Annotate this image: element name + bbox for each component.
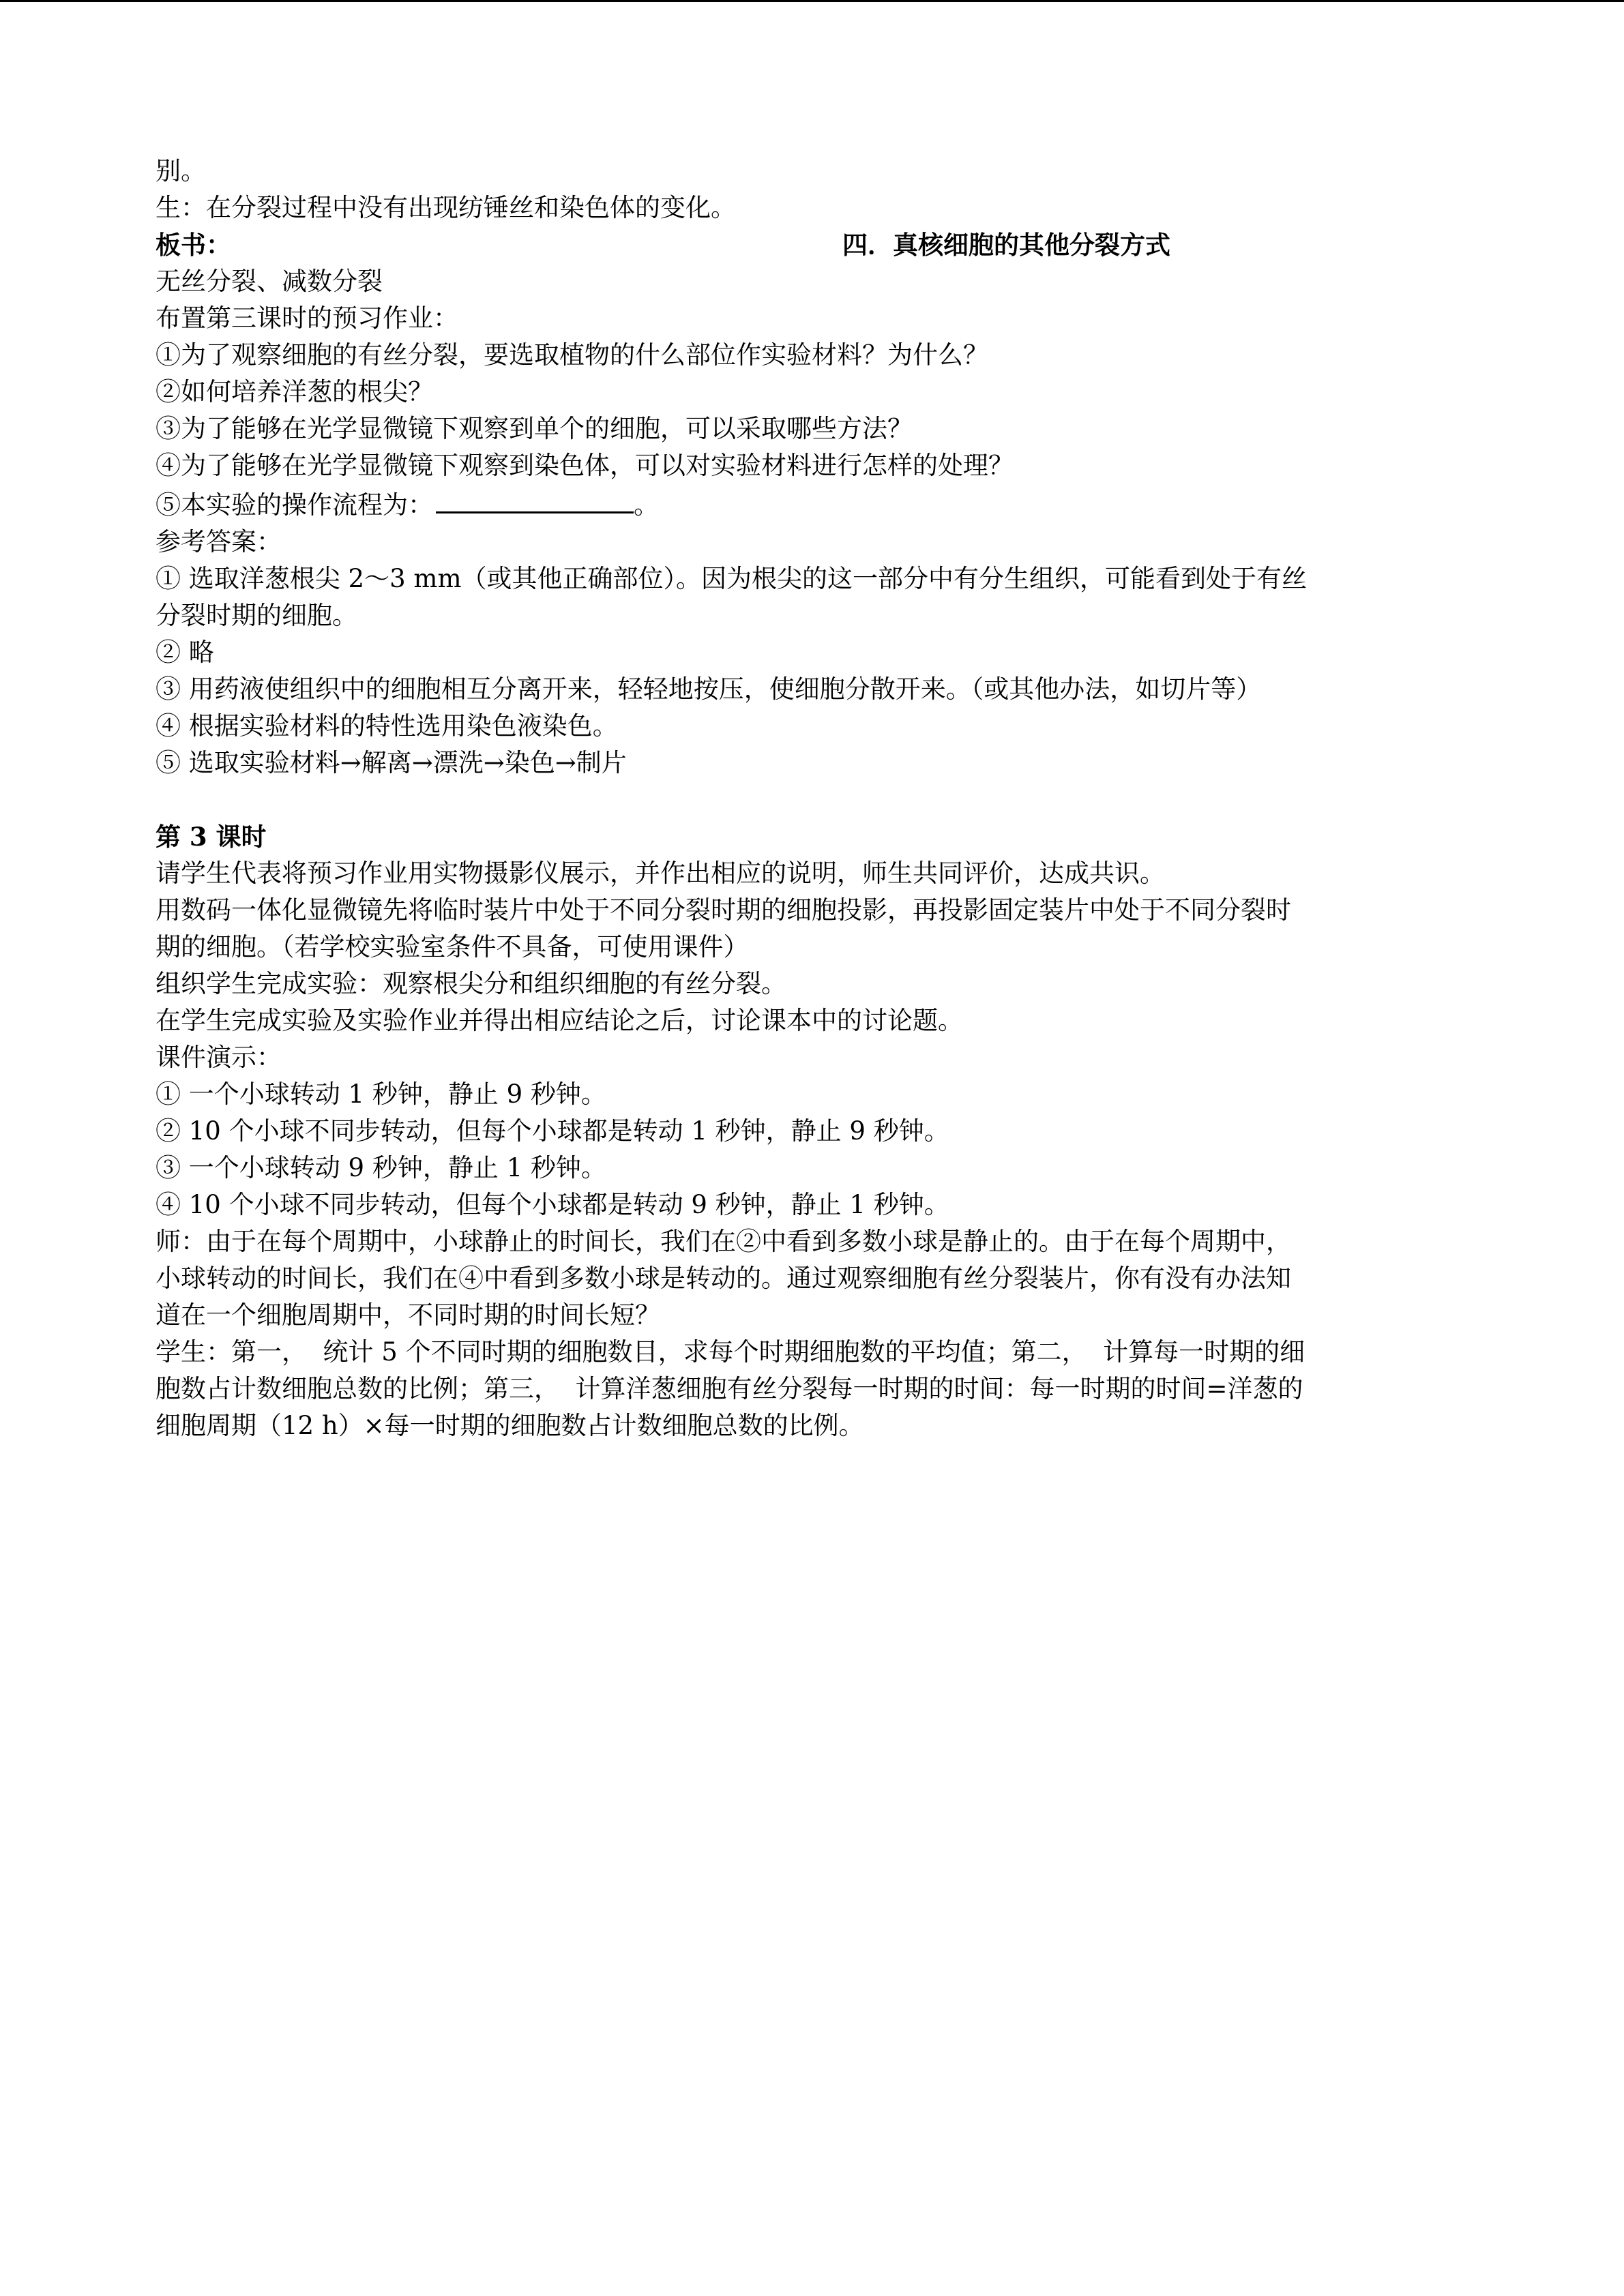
answer-2: ② 略 [156, 638, 214, 667]
prep-question-2: ②如何培养洋葱的根尖？ [156, 377, 433, 406]
student-line: 胞数占计数细胞总数的比例；第三， 计算洋葱细胞有丝分裂每一时期的时间：每一时期的时间=洋葱的 [156, 1374, 1303, 1403]
paragraph: 组织学生完成实验：观察根尖分和组织细胞的有丝分裂。 [156, 969, 786, 998]
student-line: 细胞周期（12 h）×每一时期的细胞数占计数细胞总数的比例。 [156, 1411, 864, 1440]
student-line: 学生：第一， 统计 5 个不同时期的细胞数目，求每个时期细胞数的平均值；第二， 计算每一时期的细 [156, 1337, 1305, 1367]
document-page [156, 153, 1451, 1444]
demo-item-3: ③ 一个小球转动 9 秒钟，静止 1 秒钟。 [156, 1153, 606, 1182]
text-line: 别。 [156, 156, 206, 185]
paragraph: 请学生代表将预习作业用实物摄影仪展示，并作出相应的说明，师生共同评价，达成共识。 [156, 859, 1165, 888]
answer-1-line-1: ① 选取洋葱根尖 2～3 mm（或其他正确部位）。因为根尖的这一部分中有分生组织，可能看到处于有丝 [156, 564, 1308, 593]
fill-in-blank [436, 484, 634, 513]
paragraph-line: 期的细胞。（若学校实验室条件不具备，可使用课件） [156, 932, 749, 961]
paragraph-line: 用数码一体化显微镜先将临时装片中处于不同分裂时期的细胞投影，再投影固定装片中处于不同分裂时 [156, 895, 1291, 925]
spacer [156, 781, 1451, 818]
text-line: 无丝分裂、减数分裂 [156, 267, 383, 296]
prep-question-3: ③为了能够在光学显微镜下观察到单个的细胞，可以采取哪些方法？ [156, 414, 913, 443]
board-label: 板书： [156, 230, 231, 260]
flow-question-suffix: 。 [634, 490, 659, 520]
answer-1-line-2: 分裂时期的细胞。 [156, 601, 357, 630]
page-top-border [0, 0, 1624, 2]
board-row [156, 226, 1451, 263]
paragraph: 在学生完成实验及实验作业并得出相应结论之后，讨论课本中的讨论题。 [156, 1006, 963, 1035]
answers-label: 参考答案： [156, 527, 282, 556]
flow-question-prefix: ⑤本实验的操作流程为： [156, 490, 433, 520]
prep-question-1: ①为了观察细胞的有丝分裂，要选取植物的什么部位作实验材料？为什么？ [156, 340, 988, 370]
paragraph: 课件演示： [156, 1043, 282, 1072]
text-line: 布置第三课时的预习作业： [156, 303, 458, 333]
board-title: 四．真核细胞的其他分裂方式 [842, 230, 1170, 260]
teacher-line: 道在一个细胞周期中，不同时期的时间长短？ [156, 1300, 660, 1330]
answer-4: ④ 根据实验材料的特性选用染色液染色。 [156, 711, 618, 741]
demo-item-1: ① 一个小球转动 1 秒钟，静止 9 秒钟。 [156, 1079, 606, 1109]
teacher-line: 小球转动的时间长，我们在④中看到多数小球是转动的。通过观察细胞有丝分裂装片，你有没有办法知 [156, 1264, 1291, 1293]
demo-item-4: ④ 10 个小球不同步转动，但每个小球都是转动 9 秒钟，静止 1 秒钟。 [156, 1190, 949, 1219]
prep-question-5 [156, 484, 1451, 524]
prep-question-4: ④为了能够在光学显微镜下观察到染色体，可以对实验材料进行怎样的处理？ [156, 451, 1014, 480]
answer-3: ③ 用药液使组织中的细胞相互分离开来，轻轻地按压，使细胞分散开来。（或其他办法，如切片等） [156, 674, 1262, 704]
lesson-3-heading: 第 3 课时 [156, 822, 267, 852]
demo-item-2: ② 10 个小球不同步转动，但每个小球都是转动 1 秒钟，静止 9 秒钟。 [156, 1116, 949, 1146]
teacher-line: 师：由于在每个周期中，小球静止的时间长，我们在②中看到多数小球是静止的。由于在每个周期中， [156, 1227, 1291, 1256]
text-line: 生：在分裂过程中没有出现纺锤丝和染色体的变化。 [156, 193, 736, 222]
answer-5: ⑤ 选取实验材料→解离→漂洗→染色→制片 [156, 748, 627, 777]
